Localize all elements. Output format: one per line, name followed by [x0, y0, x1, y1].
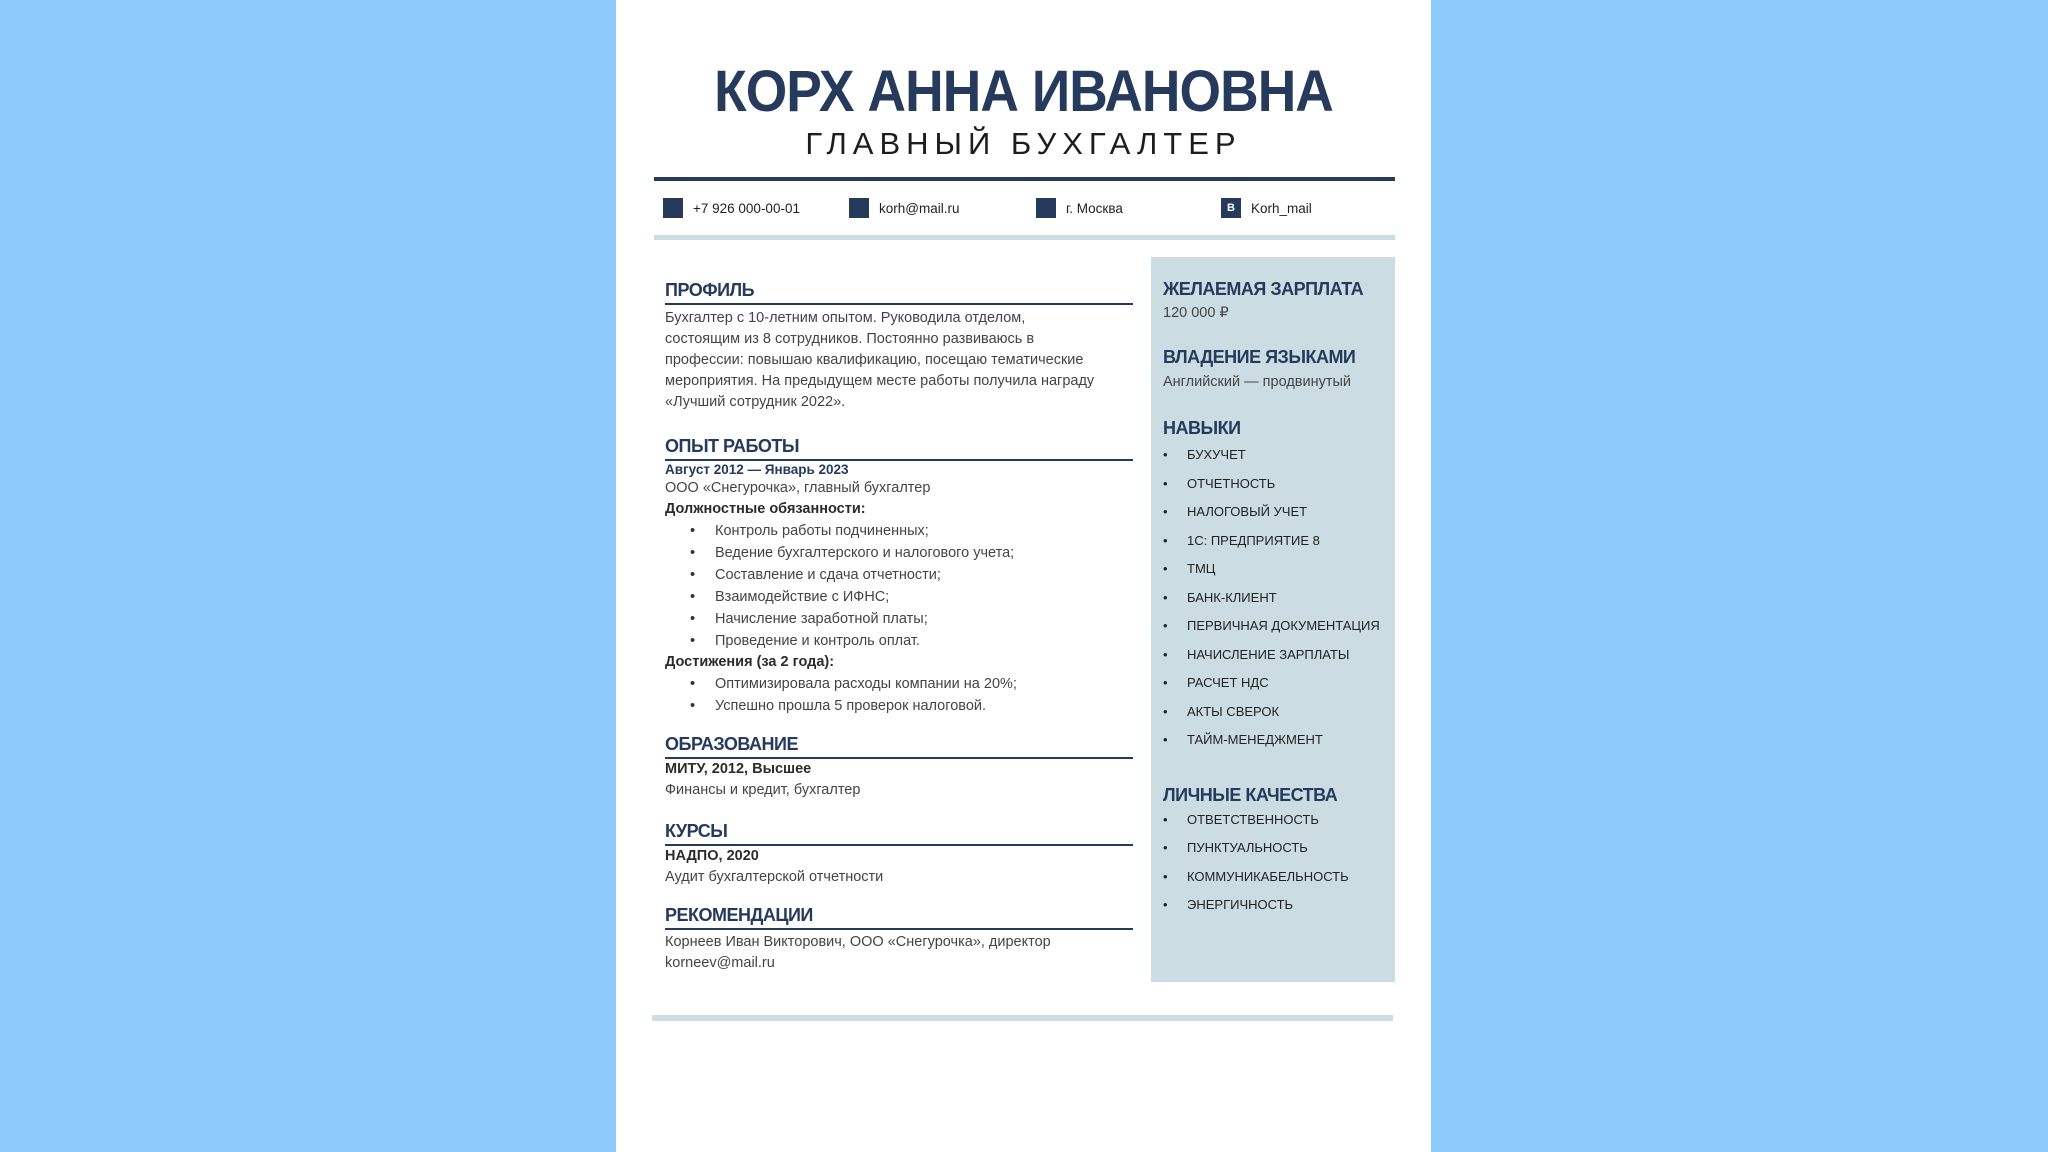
references-email: korneev@mail.ru	[665, 955, 775, 971]
references-person: Корнеев Иван Викторович, ООО «Снегурочка», директор	[665, 934, 1051, 950]
header-divider	[654, 177, 1395, 181]
list-item: • Составление и сдача отчетности;	[715, 564, 1133, 586]
list-item: • Проведение и контроль оплат.	[715, 630, 1133, 652]
list-item: • БУХУЧЕТ	[1187, 441, 1389, 470]
sidebar-content	[1163, 279, 1389, 920]
list-item: • ЭНЕРГИЧНОСТЬ	[1187, 891, 1389, 920]
experience-period: Август 2012 — Январь 2023	[665, 462, 849, 477]
achievements-title: Достижения (за 2 года):	[665, 654, 835, 670]
list-item: • Начисление заработной платы;	[715, 608, 1133, 630]
contacts-divider	[654, 235, 1395, 240]
phone-icon	[663, 198, 683, 218]
education-school: МИТУ, 2012, Высшее	[665, 761, 812, 777]
list-item: • БАНК-КЛИЕНТ	[1187, 584, 1389, 613]
resume-name: КОРХ АННА ИВАНОВНА	[714, 59, 1333, 124]
contact-vk-text: Korh_mail	[1251, 200, 1312, 216]
experience-company: ООО «Снегурочка», главный бухгалтер	[665, 480, 931, 496]
skills-list	[1163, 441, 1389, 755]
list-item: • Успешно прошла 5 проверок налоговой.	[715, 695, 1133, 717]
contact-phone	[663, 198, 800, 218]
profile-section	[665, 280, 1133, 413]
courses-title: КУРСЫ	[665, 821, 1133, 846]
profile-line: Бухгалтер с 10-летним опытом. Руководила отделом,	[665, 310, 1026, 326]
references-section	[665, 905, 1133, 974]
profile-line: «Лучший сотрудник 2022».	[665, 394, 846, 410]
vk-icon: B	[1221, 198, 1241, 218]
contact-vk	[1221, 198, 1312, 218]
duties-list	[665, 520, 1133, 652]
profile-line: состоящим из 8 сотрудников. Постоянно развиваюсь в	[665, 331, 1035, 347]
education-title: ОБРАЗОВАНИЕ	[665, 734, 1133, 759]
achievements-list	[665, 673, 1133, 717]
list-item: • ПЕРВИЧНАЯ ДОКУМЕНТАЦИЯ	[1187, 612, 1389, 641]
list-item: • ТМЦ	[1187, 555, 1389, 584]
profile-text	[665, 308, 1133, 413]
education-section	[665, 734, 1133, 801]
contacts-bar	[663, 198, 1393, 218]
mail-icon	[849, 198, 869, 218]
duties-title: Должностные обязанности:	[665, 501, 866, 517]
list-item: • Оптимизировала расходы компании на 20%;	[715, 673, 1133, 695]
footer-divider	[652, 1015, 1393, 1021]
list-item: • ТАЙМ-МЕНЕДЖМЕНТ	[1187, 726, 1389, 755]
list-item: • КОММУНИКАБЕЛЬНОСТЬ	[1187, 863, 1389, 892]
list-item: • Ведение бухгалтерского и налогового учета;	[715, 542, 1133, 564]
contact-city-text: г. Москва	[1066, 200, 1123, 216]
education-specialty: Финансы и кредит, бухгалтер	[665, 782, 861, 798]
contact-email	[849, 198, 959, 218]
list-item: • Взаимодействие с ИФНС;	[715, 586, 1133, 608]
references-title: РЕКОМЕНДАЦИИ	[665, 905, 1133, 930]
main-column	[665, 280, 1133, 974]
skills-title: НАВЫКИ	[1163, 418, 1241, 438]
sidebar	[1151, 257, 1395, 982]
list-item: • Контроль работы подчиненных;	[715, 520, 1133, 542]
experience-section	[665, 436, 1133, 717]
languages-value: Английский — продвинутый	[1163, 374, 1352, 390]
list-item: • РАСЧЕТ НДС	[1187, 669, 1389, 698]
salary-value: 120 000 ₽	[1163, 305, 1229, 321]
qualities-title: ЛИЧНЫЕ КАЧЕСТВА	[1163, 784, 1338, 805]
courses-topic: Аудит бухгалтерской отчетности	[665, 869, 884, 885]
list-item: • 1С: ПРЕДПРИЯТИЕ 8	[1187, 527, 1389, 556]
languages-title: ВЛАДЕНИЕ ЯЗЫКАМИ	[1163, 347, 1356, 367]
courses-section	[665, 821, 1133, 888]
qualities-list	[1163, 806, 1389, 920]
salary-title: ЖЕЛАЕМАЯ ЗАРПЛАТА	[1163, 279, 1364, 299]
contact-city	[1036, 198, 1123, 218]
list-item: • АКТЫ СВЕРОК	[1187, 698, 1389, 727]
location-icon	[1036, 198, 1056, 218]
contact-phone-text: +7 926 000-00-01	[693, 200, 800, 216]
list-item: • ОТЧЕТНОСТЬ	[1187, 470, 1389, 499]
contact-email-text: korh@mail.ru	[879, 200, 960, 216]
experience-title: ОПЫТ РАБОТЫ	[665, 436, 1133, 461]
resume-position: ГЛАВНЫЙ БУХГАЛТЕР	[805, 126, 1242, 161]
profile-title: ПРОФИЛЬ	[665, 280, 1133, 305]
resume-page	[616, 0, 1431, 1152]
list-item: • НАЧИСЛЕНИЕ ЗАРПЛАТЫ	[1187, 641, 1389, 670]
profile-line: мероприятия. На предыдущем месте работы получила награду	[665, 373, 1095, 389]
courses-name: НАДПО, 2020	[665, 848, 759, 864]
profile-line: профессии: повышаю квалификацию, посещаю тематические	[665, 352, 1084, 368]
list-item: • НАЛОГОВЫЙ УЧЕТ	[1187, 498, 1389, 527]
list-item: • ОТВЕТСТВЕННОСТЬ	[1187, 806, 1389, 835]
list-item: • ПУНКТУАЛЬНОСТЬ	[1187, 834, 1389, 863]
